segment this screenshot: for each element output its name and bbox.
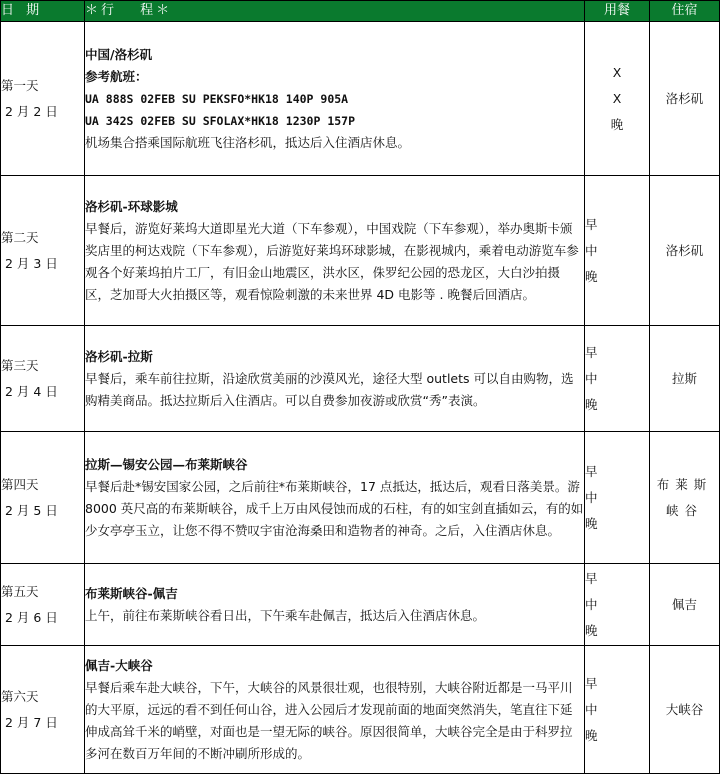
trip-description: 早餐后，游览好莱坞大道即星光大道（下车参观），中国戏院（下车参观），举办奥斯卡颁奖店里的柯达戏院（下车参观），后游览好莱坞环球影城，在影视城内，乘着电动游览车参观各个好莱坞拍片工厂，有旧金山地震区，洪水区，侏罗纪公园的恐龙区，大白沙拍摄区，芝加哥大火拍摄区等，观看惊险刺激的未来世界 4D 电影等 . 晚餐后回酒店。	[85, 220, 579, 302]
meal-dinner: 晚	[585, 622, 598, 638]
trip-description: 早餐后，乘车前往拉斯，沿途欣赏美丽的沙漠风光，途径大型 outlets 可以自由购物，选购精美商品。抵达拉斯后入住酒店。可以自费参加夜游或欣赏“秀”表演。	[85, 370, 574, 408]
meal-dinner: 晚	[610, 116, 624, 132]
day-cell	[1, 176, 85, 326]
meal-lunch: 中	[585, 242, 598, 258]
hotel-cell: 洛杉矶	[650, 176, 720, 326]
trip-title: 佩吉-大峡谷	[85, 657, 153, 673]
trip-title: 布莱斯峡谷-佩吉	[85, 585, 178, 601]
trip-cell	[85, 646, 585, 774]
day-label: 第三天	[1, 357, 39, 373]
day-cell	[1, 22, 85, 176]
meal-cell	[585, 432, 650, 564]
meal-breakfast: 早	[585, 344, 598, 360]
trip-title: 洛杉矶-拉斯	[85, 348, 153, 364]
hotel-cell: 布莱斯峡谷	[650, 432, 720, 564]
day-date: 2 月 7 日	[5, 714, 58, 730]
day-label: 第四天	[1, 476, 39, 492]
trip-description: 早餐后乘车赴大峡谷，下午，大峡谷的风景很壮观，也很特别，大峡谷附近都是一马平川的大平原，远远的看不到任何山谷，进入公园后才发现前面的地面突然消失，笔直往下延伸成高耸千米的峭壁，对面也是一望无际的峡谷。原因很简单，大峡谷完全是由于科罗拉多河在数百万年间的不断冲刷所形成的。	[85, 679, 573, 761]
day-date: 2 月 2 日	[5, 103, 58, 119]
day-label: 第二天	[1, 229, 39, 245]
hotel-cell: 佩吉	[650, 564, 720, 646]
trip-cell	[85, 564, 585, 646]
meal-cell	[585, 564, 650, 646]
meal-dinner: 晚	[585, 727, 598, 743]
trip-description: 早餐后赴*锡安国家公园，之后前往*布莱斯峡谷，17 点抵达，抵达后，观看日落美景。游 8000 英尺高的布莱斯峡谷，成千上万由风侵蚀而成的石柱，有的如宝剑直插如云，有的如少女亭亭玉立，让您不得不赞叹宇宙沧海桑田和造物者的神奇。之后，入住酒店休息。	[85, 478, 584, 538]
hotel-cell: 洛杉矶	[650, 22, 720, 176]
day-cell	[1, 326, 85, 432]
meal-dinner: 晚	[585, 396, 598, 412]
day-cell	[1, 646, 85, 774]
day-label: 第五天	[1, 583, 39, 599]
day-date: 2 月 3 日	[5, 255, 58, 271]
meal-lunch: 中	[585, 370, 598, 386]
meal-breakfast: X	[612, 64, 622, 80]
trip-description: 机场集合搭乘国际航班飞往洛杉矶，抵达后入住酒店休息。	[85, 134, 411, 150]
header-hotel: 住宿	[650, 1, 720, 22]
table-row	[1, 22, 720, 176]
day-date: 2 月 5 日	[5, 502, 58, 518]
meal-cell	[585, 176, 650, 326]
day-date: 2 月 4 日	[5, 383, 58, 399]
table-row	[1, 176, 720, 326]
meal-cell	[585, 22, 650, 176]
hotel-cell: 大峡谷	[650, 646, 720, 774]
trip-title: 拉斯—锡安公园—布莱斯峡谷	[85, 456, 248, 472]
trip-title: 洛杉矶-环球影城	[85, 198, 178, 214]
meal-breakfast: 早	[585, 216, 598, 232]
meal-breakfast: 早	[585, 675, 598, 691]
flight-line: UA 888S 02FEB SU PEKSFO*HK18 140P 905A	[85, 91, 349, 106]
trip-cell	[85, 22, 585, 176]
flight-label: 参考航班：	[85, 68, 148, 84]
meal-cell	[585, 646, 650, 774]
table-row	[1, 564, 720, 646]
meal-lunch: 中	[585, 489, 598, 505]
table-row	[1, 646, 720, 774]
trip-description: 上午，前往布莱斯峡谷看日出，下午乘车赴佩吉，抵达后入住酒店休息。	[85, 607, 486, 623]
meal-breakfast: 早	[585, 463, 598, 479]
meal-cell	[585, 326, 650, 432]
meal-dinner: 晚	[585, 515, 598, 531]
table-row	[1, 326, 720, 432]
header-date: 日 期	[1, 1, 85, 22]
header-trip: ＊行 程＊	[85, 1, 585, 22]
table-row	[1, 432, 720, 564]
meal-lunch: 中	[585, 701, 598, 717]
flight-line: UA 342S 02FEB SU SFOLAX*HK18 1230P 157P	[85, 113, 356, 128]
trip-cell	[85, 176, 585, 326]
trip-cell	[85, 326, 585, 432]
header-meal: 用餐	[585, 1, 650, 22]
hotel-cell: 拉斯	[650, 326, 720, 432]
day-date: 2 月 6 日	[5, 609, 58, 625]
meal-lunch: X	[612, 90, 622, 106]
trip-title: 中国/洛杉矶	[85, 46, 153, 62]
trip-cell	[85, 432, 585, 564]
header-row	[1, 1, 720, 22]
meal-breakfast: 早	[585, 570, 598, 586]
meal-lunch: 中	[585, 596, 598, 612]
day-cell	[1, 564, 85, 646]
day-label: 第一天	[1, 77, 39, 93]
meal-dinner: 晚	[585, 268, 598, 284]
day-label: 第六天	[1, 688, 39, 704]
day-cell	[1, 432, 85, 564]
